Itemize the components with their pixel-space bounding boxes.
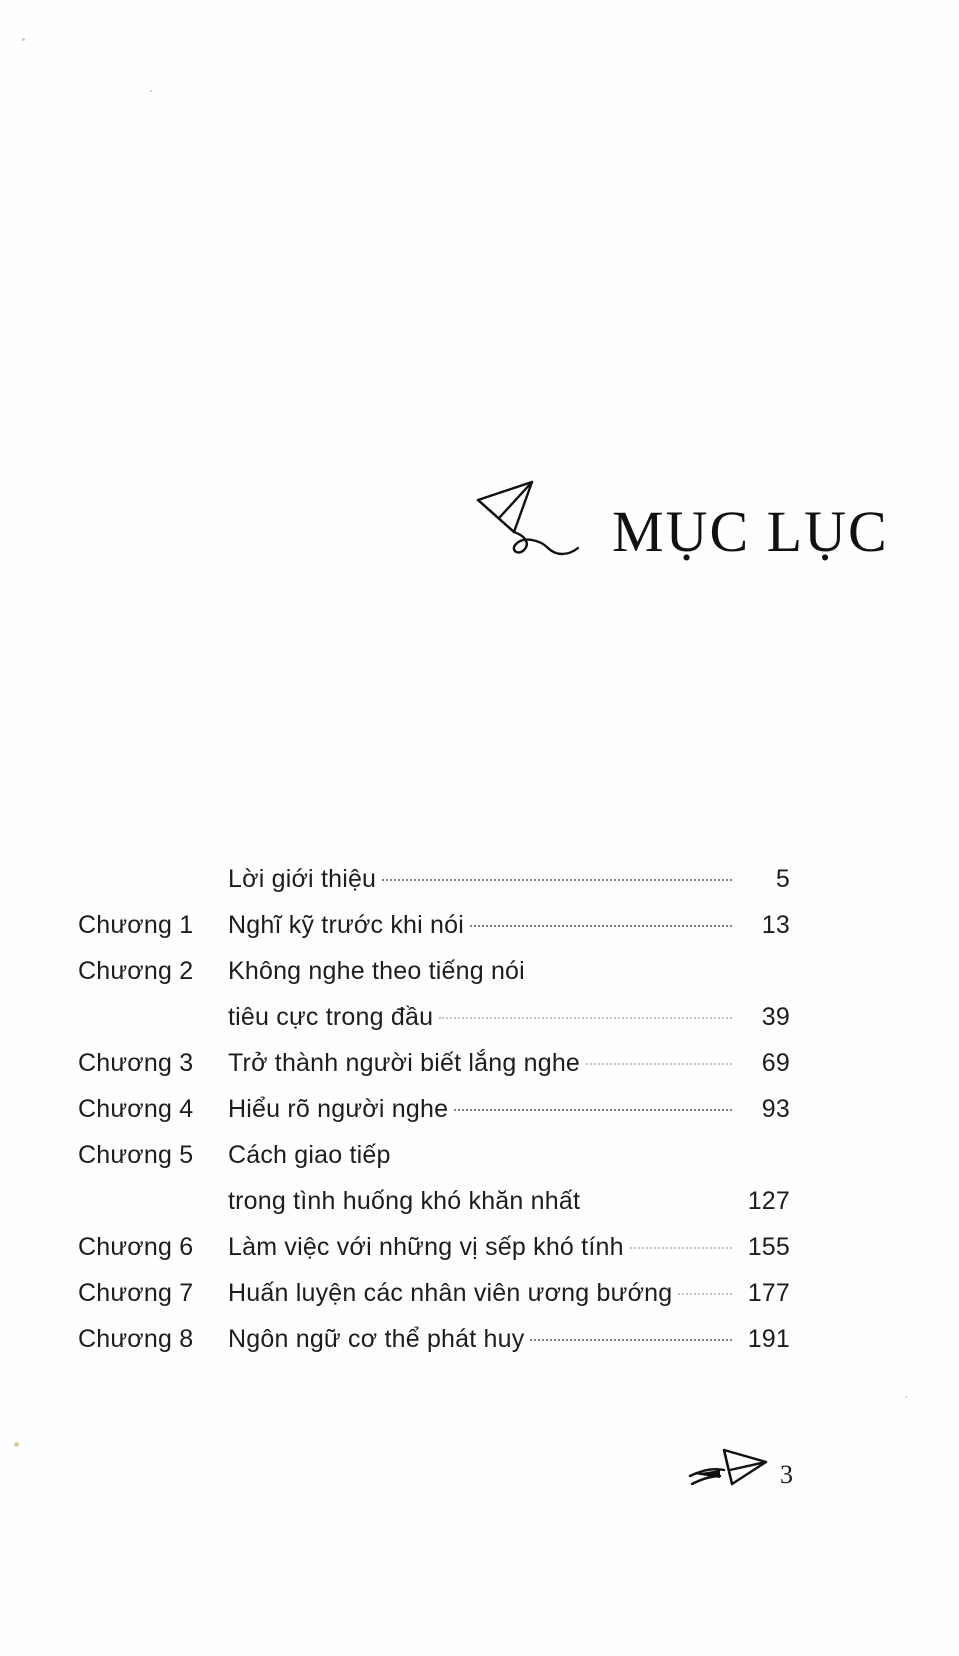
toc-page-number: 177	[747, 1279, 790, 1307]
table-of-contents	[78, 856, 790, 1362]
toc-entry[interactable]	[78, 856, 790, 902]
paper-speck	[14, 1442, 19, 1447]
toc-entry[interactable]	[78, 1086, 790, 1132]
toc-chapter-label: Chương 3	[78, 1049, 194, 1077]
page-footer	[680, 1440, 880, 1510]
toc-leader-dots	[678, 1293, 732, 1295]
toc-entry-title: Huấn luyện các nhân viên ương bướng	[228, 1279, 673, 1307]
toc-chapter-label: Chương 7	[78, 1279, 194, 1307]
toc-entry-title: Không nghe theo tiếng nói	[228, 957, 525, 985]
toc-leader-dots	[586, 1063, 732, 1065]
toc-entry[interactable]	[78, 1040, 790, 1086]
toc-entry[interactable]	[78, 1224, 790, 1270]
toc-chapter-label: Chương 6	[78, 1233, 194, 1261]
toc-entry[interactable]	[78, 1270, 790, 1316]
toc-page-number: 69	[761, 1049, 790, 1077]
paper-plane-icon	[470, 470, 610, 580]
toc-entry-title: Lời giới thiệu	[228, 865, 377, 893]
toc-chapter-label: Chương 1	[78, 911, 194, 939]
toc-entry-title: Cách giao tiếp	[228, 1141, 391, 1169]
toc-leader-dots	[382, 879, 732, 881]
toc-leader-dots	[470, 925, 732, 927]
toc-entry-continuation[interactable]	[78, 1178, 790, 1224]
toc-entry-title: Hiểu rõ người nghe	[228, 1095, 449, 1123]
toc-chapter-label: Chương 5	[78, 1141, 194, 1169]
toc-leader-dots	[630, 1247, 732, 1249]
toc-page-number: 93	[761, 1095, 790, 1123]
toc-entry[interactable]	[78, 1132, 790, 1178]
paper-speck	[22, 38, 25, 41]
toc-leader-dots	[530, 1339, 732, 1341]
paper-speck	[150, 90, 152, 92]
toc-chapter-label: Chương 2	[78, 957, 194, 985]
toc-entry[interactable]	[78, 902, 790, 948]
toc-chapter-label: Chương 8	[78, 1325, 194, 1353]
toc-chapter-label: Chương 4	[78, 1095, 194, 1123]
toc-page-number: 39	[761, 1003, 790, 1031]
toc-entry-continuation[interactable]	[78, 994, 790, 1040]
toc-leader-dots	[454, 1109, 732, 1111]
toc-entry-title: Làm việc với những vị sếp khó tính	[228, 1233, 624, 1261]
toc-entry-title: Trở thành người biết lắng nghe	[228, 1049, 581, 1077]
toc-leader-dots	[439, 1017, 732, 1019]
page-title: MỤC LỤC	[612, 499, 889, 564]
toc-entry-title: Ngôn ngữ cơ thể phát huy	[228, 1325, 525, 1353]
toc-page-number: 155	[747, 1233, 790, 1261]
paper-speck	[905, 1396, 907, 1398]
toc-page-number: 127	[747, 1187, 790, 1215]
toc-entry[interactable]	[78, 1316, 790, 1362]
paper-plane-icon	[680, 1440, 790, 1500]
toc-page-number: 5	[775, 865, 790, 893]
toc-page-number: 13	[761, 911, 790, 939]
toc-entry-title: Nghĩ kỹ trước khi nói	[228, 911, 465, 939]
page-number: 3	[780, 1460, 793, 1489]
toc-entry-title: tiêu cực trong đầu	[228, 1003, 434, 1031]
page-title-block	[0, 470, 959, 610]
toc-page-number: 191	[747, 1325, 790, 1353]
toc-entry[interactable]	[78, 948, 790, 994]
toc-entry-title: trong tình huống khó khăn nhất	[228, 1187, 581, 1215]
